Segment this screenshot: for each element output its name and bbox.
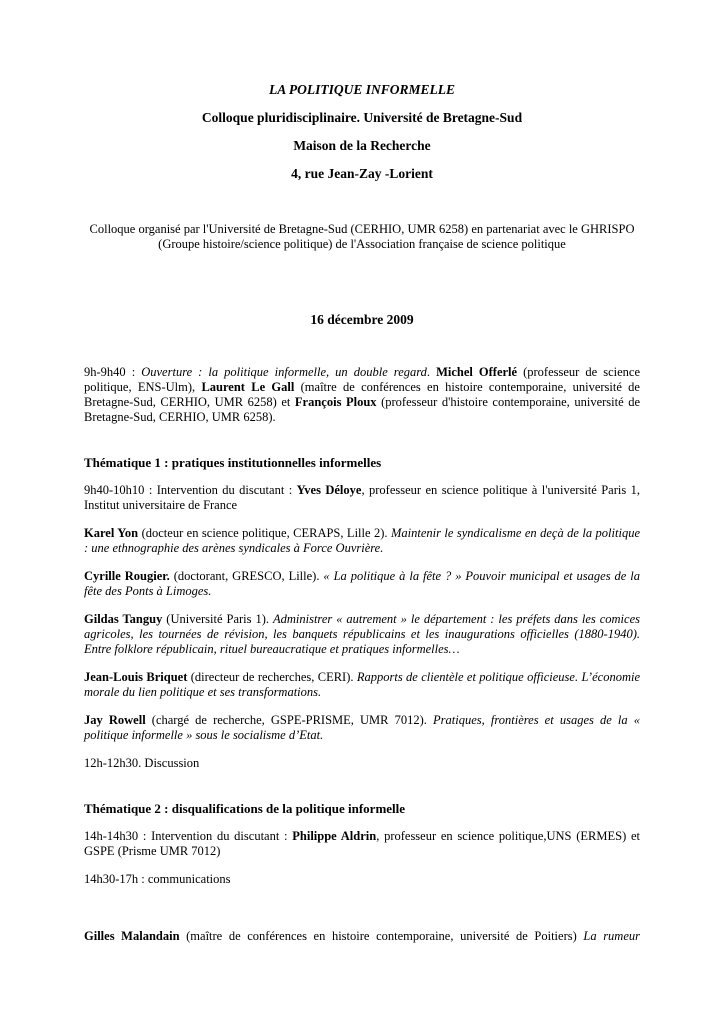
text-run: 9h40-10h10 : Intervention du discutant : (84, 483, 297, 497)
text-run: Rapports de clientèle et politique officieuse. L’économie morale du lien politique et ses transformations. (84, 670, 640, 699)
text-run: Cyrille Rougier. (84, 569, 170, 583)
paper-gildas-tanguy (84, 612, 640, 657)
communications-time: 14h30-17h : communications (84, 872, 231, 886)
paper-gilles-malandain (84, 929, 640, 944)
colloquium-title: LA POLITIQUE INFORMELLE (268, 82, 456, 97)
text-run: « La politique à la fête ? » Pouvoir municipal et usages de la fête des Ponts à Limoges. (84, 569, 640, 598)
text-run: (docteur en science politique, CERAPS, Lille 2). (138, 526, 391, 540)
subtitle-address: 4, rue Jean-Zay -Lorient (291, 166, 433, 181)
text-run: Michel Offerlé (436, 365, 518, 379)
text-run: (professeur de science politique, ENS-Ulm), (84, 365, 640, 394)
text-run: Philippe Aldrin (292, 829, 377, 843)
text-run: Karel Yon (84, 526, 139, 540)
text-run: (chargé de recherche, GSPE-PRISME, UMR 7012). (145, 713, 434, 727)
text-run: (doctorant, GRESCO, Lille). (169, 569, 324, 583)
text-run: Gildas Tanguy (84, 612, 163, 626)
text-run: , professeur en science politique à l'université Paris 1, Institut universitaire de France (84, 483, 640, 512)
subtitle-venue: Maison de la Recherche (293, 138, 431, 153)
paper-cyrille-rougier (84, 569, 640, 599)
text-run: Maintenir le syndicalisme en deçà de la politique : une ethnographie des arènes syndicales à Force Ouvrière. (84, 526, 640, 555)
text-run: (maître de conférences en histoire contemporaine, université de Bretagne-Sud, CERHIO, UMR 6258) et (84, 380, 640, 409)
text-run: Laurent Le Gall (201, 380, 295, 394)
date-heading: 16 décembre 2009 (310, 312, 414, 327)
text-run: (directeur de recherches, CERI). (187, 670, 357, 684)
text-run: . (426, 365, 437, 379)
text-run: (professeur d'histoire contemporaine, université de Bretagne-Sud, CERHIO, UMR 6258). (84, 395, 640, 424)
text-run: Administrer « autrement » le département : les préfets dans les comices agricoles, les tournées de révision, les banquets républicains et les inaugurations officielles (1880-1940). Entre folklore républicain, rituel bureaucratique et pratiques informelles… (84, 612, 640, 656)
text-run: Jay Rowell (84, 713, 146, 727)
organizer-paragraph: Colloque organisé par l'Université de Bretagne-Sud (CERHIO, UMR 6258) en partenariat avec le GHRISPO (Groupe histoire/science politique) de l'Association française de science politique (89, 222, 635, 251)
text-run: (maître de conférences en histoire contemporaine, université de Poitiers) (179, 929, 584, 943)
text-run: , professeur en science politique,UNS (ERMES) et GSPE (Prisme UMR 7012) (84, 829, 640, 858)
session-ouverture (84, 365, 640, 425)
text-run: Ouverture : la politique informelle, un double regard (141, 365, 427, 379)
theme-1-heading: Thématique 1 : pratiques institutionnelles informelles (84, 455, 382, 470)
text-run: (Université Paris 1). (162, 612, 273, 626)
paper-jean-louis-briquet (84, 670, 640, 700)
text-run: François Ploux (294, 395, 377, 409)
text-run: Yves Déloye (296, 483, 362, 497)
text-run: Pratiques, frontières et usages de la « politique informelle » sous le socialisme d’Etat. (84, 713, 640, 742)
discutant-1-paragraph (84, 483, 640, 513)
subtitle-colloquium: Colloque pluridisciplinaire. Université de Bretagne-Sud (201, 110, 523, 125)
text-run: La rumeur (583, 929, 640, 943)
text-run: Gilles Malandain (84, 929, 180, 943)
discussion-time: 12h-12h30. Discussion (84, 756, 200, 770)
text-run: Jean-Louis Briquet (84, 670, 188, 684)
paper-jay-rowell (84, 713, 640, 743)
text-run: 14h-14h30 : Intervention du discutant : (84, 829, 293, 843)
discutant-2-paragraph (84, 829, 640, 859)
theme-2-heading: Thématique 2 : disqualifications de la politique informelle (84, 801, 406, 816)
text-run: 9h-9h40 : (84, 365, 142, 379)
paper-karel-yon (84, 526, 640, 556)
